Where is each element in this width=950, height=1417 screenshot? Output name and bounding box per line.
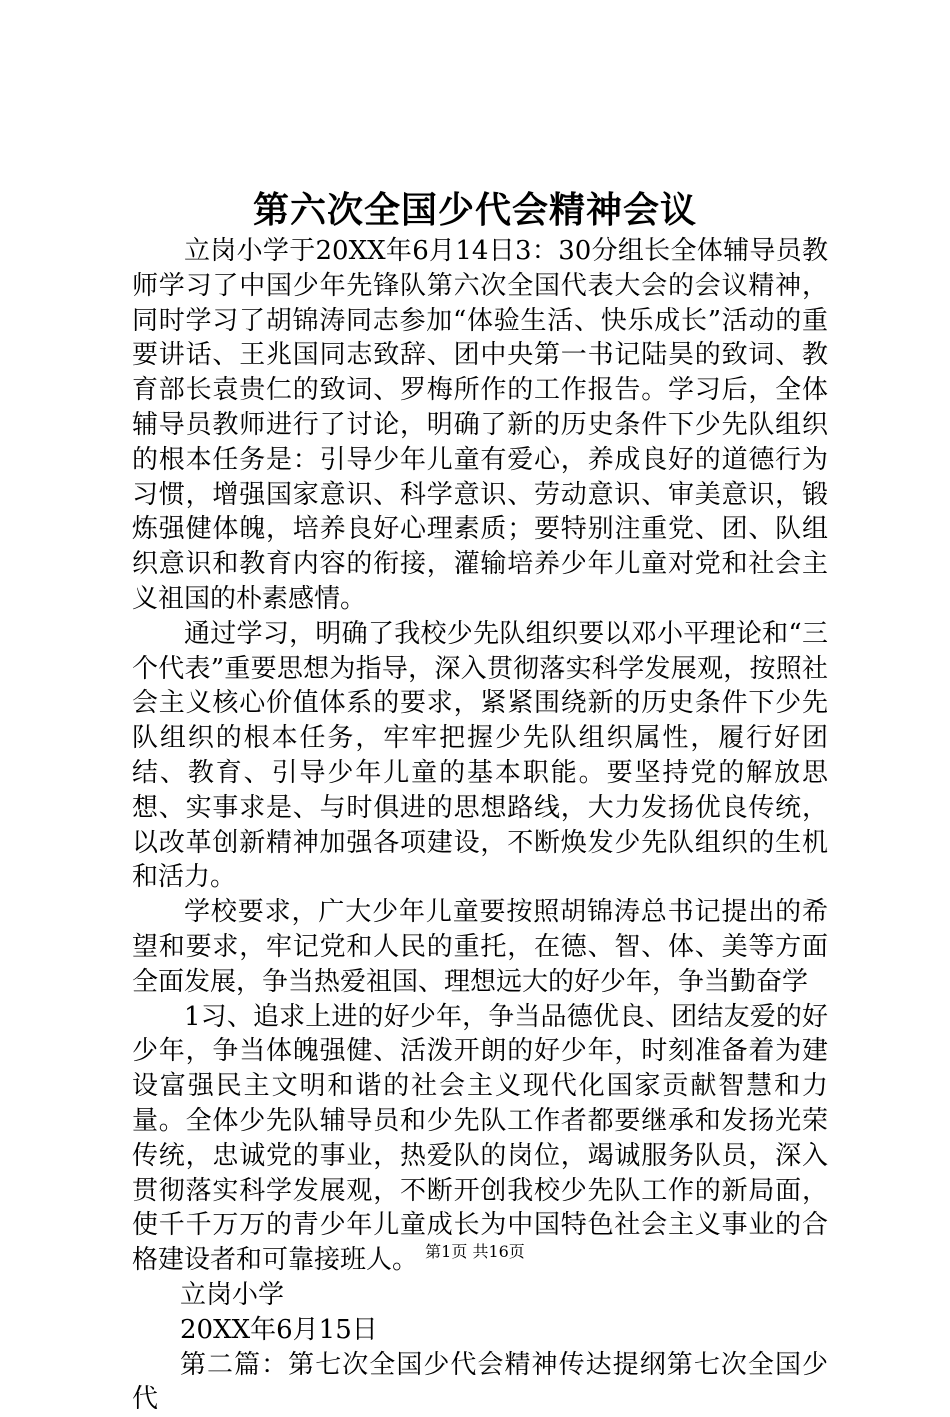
paragraph-school-requirements: 学校要求，广大少年儿童要按照胡锦涛总书记提出的希望和要求，牢记党和人民的重托，在德、智、体、美等方面全面发展，争当热爱祖国、理想远大的好少年，争当勤奋学 <box>132 895 828 999</box>
page-number-footer: 第1页 共16页 <box>0 1240 950 1264</box>
paragraph-study-outcome: 通过学习，明确了我校少先队组织要以邓小平理论和“三个代表”重要思想为指导，深入贯彻落实科学发展观，按照社会主义核心价值体系的要求，紧紧围绕新的历史条件下少先队组织的根本任务，牢牢把握少先队组织属性，履行好团结、教育、引导少年儿童的基本职能。要坚持党的解放思想、实事求是、与时俱进的思想路线，大力发扬优良传统，以改革创新精神加强各项建设，不断焕发少先队组织的生机和活力。 <box>132 617 828 895</box>
signature-date: 20XX年6月15日 <box>132 1313 828 1348</box>
next-section-heading: 第二篇：第七次全国少代会精神传达提纲第七次全国少代 <box>132 1348 828 1417</box>
document-title: 第六次全国少代会精神会议 <box>0 184 950 236</box>
paragraph-study-session: 立岗小学于20XX年6月14日3：30分组长全体辅导员教师学习了中国少年先锋队第六次全国代表大会的会议精神，同时学习了胡锦涛同志参加“体验生活、快乐成长”活动的重要讲话、王兆国同志致辞、团中央第一书记陆昊的致词、教育部长袁贵仁的致词、罗梅所作的工作报告。学习后，全体辅导员教师进行了讨论，明确了新的历史条件下少先队组织的根本任务是：引导少年儿童有爱心，养成良好的道德行为习惯，增强国家意识、科学意识、劳动意识、审美意识，锻炼强健体魄，培养良好心理素质；要特别注重党、团、队组织意识和教育内容的衔接，灌输培养少年儿童对党和社会主义祖国的朴素感情。 <box>132 234 828 617</box>
signature-school: 立岗小学 <box>132 1278 828 1313</box>
paragraph-continuation: 1习、追求上进的好少年，争当品德优良、团结友爱的好少年，争当体魄强健、活泼开朗的好少年，时刻准备着为建设富强民主文明和谐的社会主义现代化国家贡献智慧和力量。全体少先队辅导员和少先队工作者都要继承和发扬光荣传统，忠诚党的事业，热爱队的岗位，竭诚服务队员，深入贯彻落实科学发展观，不断开创我校少先队工作的新局面，使千千万万的青少年儿童成长为中国特色社会主义事业的合格建设者和可靠接班人。 <box>132 1000 828 1278</box>
